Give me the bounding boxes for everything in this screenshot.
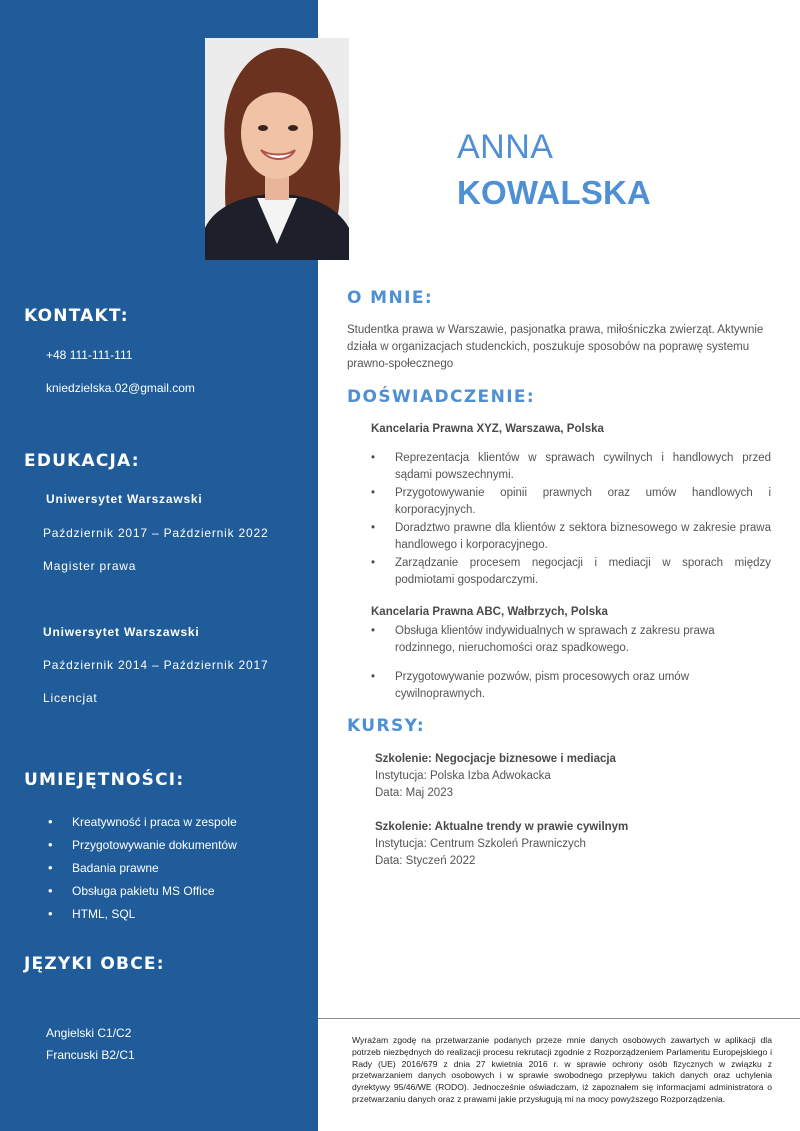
duty-item: • Doradztwo prawne dla klientów z sektora biznesowego w zakresie prawa handlowego i korporacyjnego. [371,520,771,554]
about-text: Studentka prawa w Warszawie, pasjonatka prawa, miłośniczka zwierząt. Aktywnie działa w organizacjach studenckich, poszukuje sposobów na poprawę systemu prawno-społecznego [347,324,764,370]
gdpr-consent-text: Wyrażam zgodę na przetwarzanie podanych przeze mnie danych osobowych zawartych w aplikacji dla potrzeb niezbędnych do realizacji procesu rekrutacji zgodnie z Rozporządzeniem Parlamentu Europejskiego i Rady (UE) 2016/679 z dnia 27 kwietnia 2016 r. w sprawie ochrony osób fizycznych w związku z przetwarzaniem danych osobowych i w sprawie swobodnego przepływu takich danych oraz uchylenia dyrektywy 95/46/WE (RODO). Jednocześnie oświadczam, iż zapoznałem się informacjami administratora o przetwarzaniu danych oraz z prawami jakie przysługują mi na mocy powyższego Rozporządzenia. [352,1035,772,1104]
footer-divider [318,1018,800,1019]
education-heading: EDUKACJA: [24,451,140,471]
about-heading: O MNIE: [347,288,434,308]
course-title: Szkolenie: Negocjacje biznesowe i mediacja [375,753,616,765]
languages-heading: JĘZYKI OBCE: [24,954,165,974]
education-school-1: Uniwersytet Warszawski [46,492,203,506]
job-company-2: Kancelaria Prawna ABC, Wałbrzych, Polska [371,606,608,618]
course-item-2 [375,819,628,870]
education-dates-1: Październik 2017 – Październik 2022 [43,526,269,540]
skill-item: • Obsługa pakietu MS Office [48,882,237,905]
contact-phone: +48 111-111-111 [46,348,133,362]
job-company-1: Kancelaria Prawna XYZ, Warszawa, Polska [371,423,604,435]
duty-item: • Zarządzanie procesem negocjacji i mediacji w sporach między podmiotami gospodarczymi. [371,555,771,589]
course-item-1 [375,751,616,802]
job-duties-1 [371,450,771,590]
course-institution: Instytucja: Centrum Szkoleń Prawniczych [375,838,586,850]
course-date: Data: Styczeń 2022 [375,855,476,867]
education-degree-2: Licencjat [43,691,98,705]
last-name: KOWALSKA [457,174,652,211]
job-duties-2 [371,623,721,703]
duty-item: • Reprezentacja klientów w sprawach cywilnych i handlowych przed sądami powszechnymi. [371,450,771,484]
contact-email[interactable]: kniedzielska.02@gmail.com [46,381,195,395]
skill-item: • HTML, SQL [48,905,237,928]
skills-list [48,813,237,928]
contact-heading: KONTAKT: [24,306,129,326]
language-item: Francuski B2/C1 [46,1048,135,1062]
skill-item: • Kreatywność i praca w zespole [48,813,237,836]
education-degree-1: Magister prawa [43,559,137,573]
skill-item: • Badania prawne [48,859,237,882]
skill-item: • Przygotowywanie dokumentów [48,836,237,859]
language-item: Angielski C1/C2 [46,1026,132,1040]
first-name: ANNA [457,128,554,166]
course-institution: Instytucja: Polska Izba Adwokacka [375,770,551,782]
education-school-2: Uniwersytet Warszawski [43,625,200,639]
education-dates-2: Październik 2014 – Październik 2017 [43,658,269,672]
course-title: Szkolenie: Aktualne trendy w prawie cywilnym [375,821,629,833]
duty-item: • Przygotowywanie pozwów, pism procesowych oraz umów cywilnoprawnych. [371,669,721,703]
courses-heading: KURSY: [347,716,426,736]
duty-item: • Przygotowywanie opinii prawnych oraz umów handlowych i korporacyjnych. [371,485,771,519]
course-date: Data: Maj 2023 [375,787,453,799]
profile-photo [205,38,349,260]
duty-item: • Obsługa klientów indywidualnych w sprawach z zakresu prawa rodzinnego, nieruchomości oraz spadkowego. [371,623,721,657]
experience-heading: DOŚWIADCZENIE: [347,387,536,407]
skills-heading: UMIEJĘTNOŚCI: [24,770,185,790]
